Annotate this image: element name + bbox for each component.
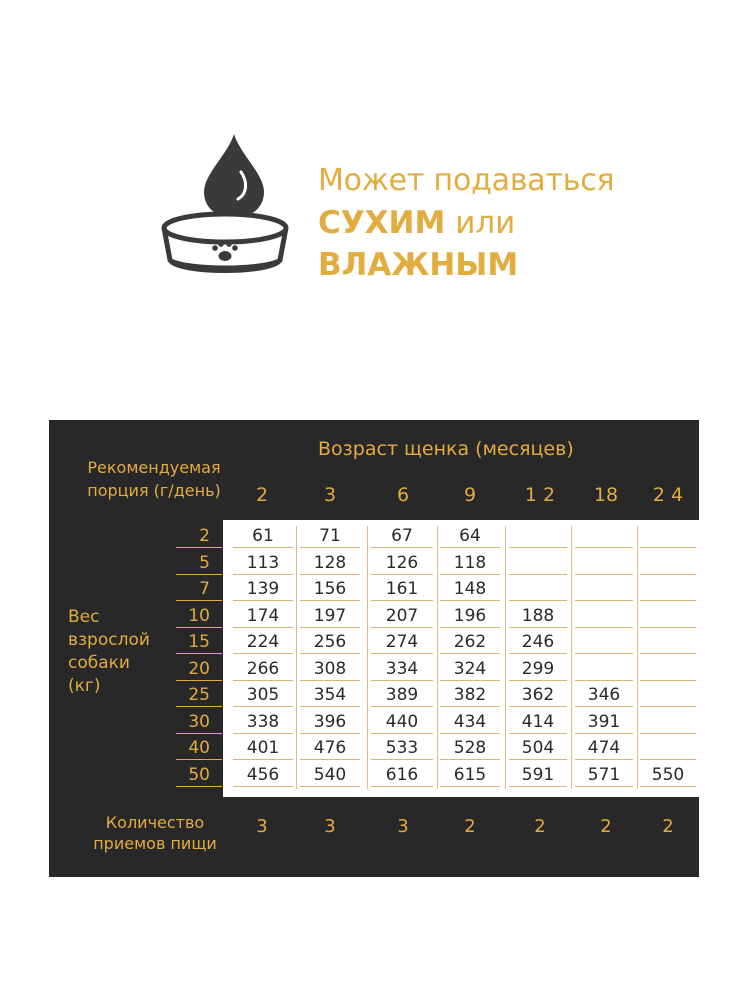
portion-value: 346 [587, 685, 621, 705]
weight-value: 50 [188, 764, 210, 785]
portion-value: 224 [246, 632, 280, 652]
cell-underline [509, 786, 567, 787]
weight-caption-line-1: Вес [68, 607, 100, 627]
age-header: 9 [463, 484, 477, 506]
age-header: 18 [593, 484, 619, 506]
weight-row-label [170, 761, 222, 787]
column-divider [505, 526, 506, 789]
cell-underline [233, 786, 293, 787]
table-cell [233, 602, 293, 628]
meals-label [80, 812, 230, 854]
portion-value: 128 [313, 552, 347, 573]
portion-value: 161 [385, 579, 419, 599]
portion-value: 148 [453, 579, 487, 599]
portion-value: 67 [391, 526, 413, 546]
table-cell [440, 628, 500, 654]
weight-caption-line-2: взрослой [68, 630, 150, 650]
table-cell [640, 549, 696, 575]
portion-value: 196 [453, 605, 487, 626]
table-cell [440, 734, 500, 760]
table-cell [371, 734, 433, 760]
portion-value: 504 [521, 738, 555, 758]
portion-value: 401 [246, 738, 280, 758]
headline-or: или [455, 205, 516, 241]
cell-underline [640, 786, 696, 787]
portion-value: 308 [313, 658, 347, 679]
portion-value: 440 [385, 711, 419, 732]
portion-value: 64 [459, 526, 481, 546]
table-cell [440, 708, 500, 734]
weight-value: 25 [188, 685, 210, 705]
weight-row-label [170, 734, 222, 760]
portion-value: 274 [385, 632, 419, 652]
meals-count: 3 [397, 816, 409, 837]
table-cell [371, 708, 433, 734]
portion-value: 156 [313, 579, 347, 599]
age-header: 2 4 [652, 484, 684, 506]
meals-count: 3 [324, 816, 336, 837]
portion-value: 197 [313, 605, 347, 626]
column-divider [571, 526, 572, 789]
weight-row-label [170, 708, 222, 734]
portion-value: 71 [319, 526, 341, 546]
table-cell [371, 681, 433, 707]
column-divider [637, 526, 638, 789]
portion-value: 571 [587, 764, 621, 785]
table-cell [509, 522, 567, 548]
portion-value: 266 [246, 658, 280, 679]
weight-underline [176, 786, 222, 787]
table-cell [509, 681, 567, 707]
table-cell [371, 549, 433, 575]
table-cell [300, 708, 360, 734]
table-cell [575, 522, 633, 548]
table-cell [575, 575, 633, 601]
portion-label [76, 456, 232, 502]
table-cell [300, 734, 360, 760]
portion-value: 474 [587, 738, 621, 758]
table-cell [233, 575, 293, 601]
table-cell [233, 549, 293, 575]
portion-value: 139 [246, 579, 280, 599]
table-cell [440, 549, 500, 575]
table-cell [233, 655, 293, 681]
portion-value: 262 [453, 632, 487, 652]
meals-label-line-1: Количество [105, 813, 205, 832]
cell-underline [440, 786, 500, 787]
table-cell [300, 681, 360, 707]
portion-value: 324 [453, 658, 487, 679]
table-cell [233, 761, 293, 787]
weight-row-label [170, 628, 222, 654]
headline-line-1: Может подаваться [318, 163, 615, 198]
table-cell [440, 602, 500, 628]
weight-row-label [170, 575, 222, 601]
table-cell [509, 761, 567, 787]
meals-count: 2 [600, 816, 612, 837]
table-cell [371, 602, 433, 628]
age-header: 6 [396, 484, 410, 506]
table-cell [640, 681, 696, 707]
portion-value: 528 [453, 738, 487, 758]
weight-value: 7 [199, 579, 210, 599]
cell-underline [575, 786, 633, 787]
weight-caption-line-3: собаки [68, 653, 130, 673]
table-cell [440, 761, 500, 787]
table-cell [300, 602, 360, 628]
column-divider [367, 526, 368, 789]
table-cell [640, 575, 696, 601]
portion-value: 591 [521, 764, 555, 785]
table-cell [509, 708, 567, 734]
table-cell [575, 761, 633, 787]
table-cell [575, 602, 633, 628]
meals-count: 2 [534, 816, 546, 837]
table-cell [440, 655, 500, 681]
weight-row-label [170, 655, 222, 681]
weight-value: 10 [188, 605, 210, 626]
portion-value: 126 [385, 552, 419, 573]
table-cell [300, 628, 360, 654]
table-cell [233, 681, 293, 707]
weight-caption [68, 606, 150, 698]
table-cell [371, 761, 433, 787]
table-cell [300, 575, 360, 601]
weight-value: 5 [199, 552, 210, 573]
portion-value: 113 [246, 552, 280, 573]
portion-value: 550 [651, 764, 685, 785]
table-cell [300, 655, 360, 681]
table-cell [575, 655, 633, 681]
weight-row-label [170, 522, 222, 548]
portion-value: 61 [252, 526, 274, 546]
table-cell [233, 708, 293, 734]
age-header: 2 [255, 484, 269, 506]
cell-underline [300, 786, 360, 787]
portion-value: 362 [521, 685, 555, 705]
portion-label-line-1: Рекомендуемая [87, 458, 221, 477]
meals-count: 3 [256, 816, 268, 837]
portion-value: 305 [246, 685, 280, 705]
table-cell [509, 734, 567, 760]
table-cell [575, 549, 633, 575]
portion-value: 434 [453, 711, 487, 732]
portion-value: 396 [313, 711, 347, 732]
table-cell [575, 734, 633, 760]
table-cell [300, 549, 360, 575]
water-drop-over-dog-bowl-icon [158, 132, 292, 282]
table-cell [371, 575, 433, 601]
portion-value: 299 [521, 658, 555, 679]
portion-value: 615 [453, 764, 487, 785]
weight-value: 30 [188, 711, 210, 732]
portion-value: 456 [246, 764, 280, 785]
portion-label-line-2: порция (г/день) [87, 481, 221, 500]
weight-row-label [170, 549, 222, 575]
meals-count: 2 [662, 816, 674, 837]
serving-headline [318, 160, 614, 286]
table-cell [233, 628, 293, 654]
portion-value: 334 [385, 658, 419, 679]
table-cell [233, 522, 293, 548]
portion-value: 391 [587, 711, 621, 732]
weight-caption-line-4: (кг) [68, 676, 101, 696]
table-cell [640, 708, 696, 734]
headline-wet: ВЛАЖНЫМ [318, 247, 519, 283]
portion-value: 354 [313, 685, 347, 705]
weight-value: 20 [188, 658, 210, 679]
column-divider [437, 526, 438, 789]
headline-line-2 [318, 202, 614, 244]
table-cell [440, 681, 500, 707]
table-cell [300, 522, 360, 548]
weight-value: 15 [188, 632, 210, 652]
table-cell [575, 708, 633, 734]
meals-label-line-2: приемов пищи [93, 834, 217, 853]
table-cell [440, 522, 500, 548]
portion-value: 246 [521, 632, 555, 652]
table-cell [640, 602, 696, 628]
table-cell [509, 549, 567, 575]
table-cell [440, 575, 500, 601]
portion-value: 476 [313, 738, 347, 758]
portion-value: 188 [521, 605, 555, 626]
table-cell [640, 628, 696, 654]
cell-underline [371, 786, 433, 787]
table-cell [575, 681, 633, 707]
portion-value: 414 [521, 711, 555, 732]
meals-count: 2 [464, 816, 476, 837]
table-cell [371, 522, 433, 548]
table-cell [509, 602, 567, 628]
table-cell [640, 761, 696, 787]
table-cell [640, 655, 696, 681]
portion-value: 118 [453, 552, 487, 573]
table-cell [640, 734, 696, 760]
portion-value: 540 [313, 764, 347, 785]
weight-row-label [170, 681, 222, 707]
weight-row-label [170, 602, 222, 628]
table-cell [640, 522, 696, 548]
portion-value: 533 [385, 738, 419, 758]
weight-value: 40 [188, 738, 210, 758]
table-cell [371, 628, 433, 654]
table-cell [575, 628, 633, 654]
table-cell [371, 655, 433, 681]
headline-dry: СУХИМ [318, 205, 446, 241]
table-cell [509, 628, 567, 654]
column-divider [296, 526, 297, 789]
age-title: Возраст щенка (месяцев) [318, 438, 574, 460]
portion-value: 207 [385, 605, 419, 626]
age-header: 1 2 [524, 484, 556, 506]
table-cell [509, 655, 567, 681]
portion-value: 616 [385, 764, 419, 785]
portion-value: 256 [313, 632, 347, 652]
portion-value: 389 [385, 685, 419, 705]
portion-value: 338 [246, 711, 280, 732]
age-header: 3 [323, 484, 337, 506]
table-cell [233, 734, 293, 760]
weight-value: 2 [199, 526, 210, 546]
table-cell [509, 575, 567, 601]
portion-value: 382 [453, 685, 487, 705]
table-cell [300, 761, 360, 787]
portion-value: 174 [246, 605, 280, 626]
